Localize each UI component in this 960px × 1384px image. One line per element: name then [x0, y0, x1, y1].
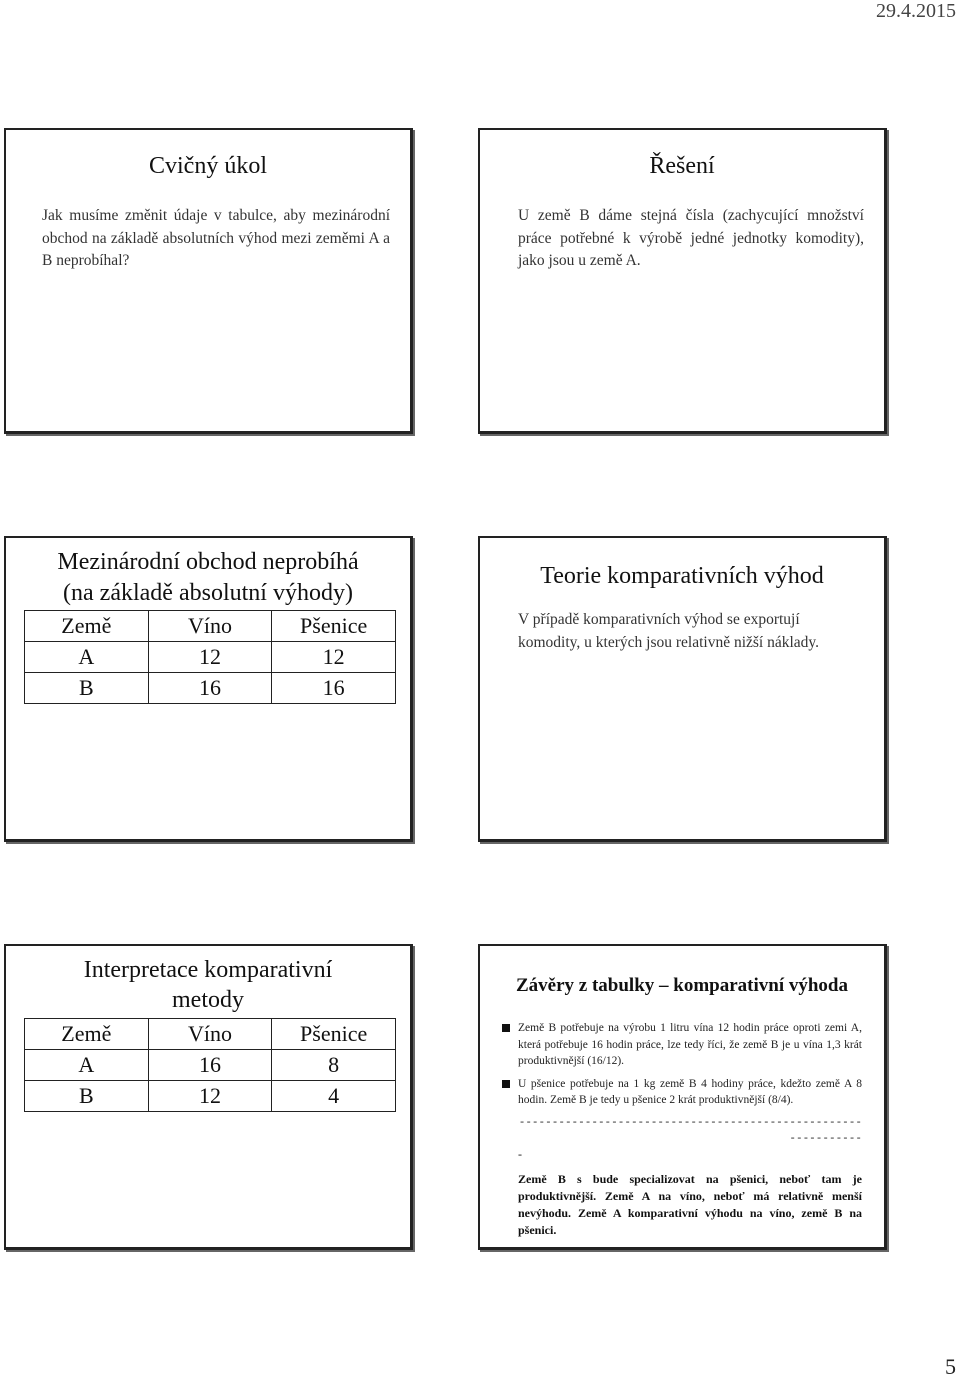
table-cell: 16 — [148, 673, 272, 704]
date-header: 29.4.2015 — [876, 0, 956, 22]
data-table — [24, 610, 396, 704]
slide-title: Řešení — [649, 153, 715, 179]
table-cell: B — [25, 673, 149, 704]
list-item-text: Země B potřebuje na výrobu 1 litru vína 12 hodin práce oproti zemi A, která potřebuje 16 hodin práce, lze tedy říci, že země B je u vína 1,3 krát produktivnější (16/12). — [518, 1022, 862, 1067]
slide-cvicny-ukol — [4, 128, 413, 434]
dashed-separator: --------------------------------------------------------------- — [518, 1116, 862, 1145]
slide-body: Jak musíme změnit údaje v tabulce, aby mezinárodní obchod na základě absolutních výhod mezi zeměmi A a B neprobíhal? — [42, 207, 390, 269]
slide-title-line-1: Interpretace komparativní — [83, 957, 333, 983]
table-row — [25, 642, 396, 673]
table-header-cell: Víno — [148, 1019, 272, 1050]
slide-title: Závěry z tabulky – komparativní výhoda — [515, 975, 848, 996]
table-header-cell: Pšenice — [272, 611, 396, 642]
data-table — [24, 1018, 396, 1112]
table-cell: 12 — [148, 642, 272, 673]
table-header-cell: Pšenice — [272, 1019, 396, 1050]
table-row — [25, 1050, 396, 1081]
slide-title — [6, 955, 410, 1015]
table-cell: A — [25, 642, 149, 673]
table-cell: 16 — [148, 1050, 272, 1081]
slide-body: U země B dáme stejná čísla (zachycující množství práce potřebné k výrobě jedné jednotky komodity), jako jsou u země A. — [518, 207, 864, 269]
slide-title: Cvičný úkol — [149, 153, 267, 179]
table-header-cell: Víno — [148, 611, 272, 642]
table-cell: B — [25, 1081, 149, 1112]
table-header-cell: Země — [25, 611, 149, 642]
table-header-row — [25, 611, 396, 642]
dashed-separator-tail: - — [518, 1146, 522, 1161]
list-item — [498, 1020, 862, 1070]
slide-reseni — [478, 128, 887, 434]
list-item-text: U pšenice potřebuje na 1 kg země B 4 hodiny práce, kdežto země A 8 hodin. Země B je tedy u pšenice 2 krát produktivnější (8/4). — [518, 1077, 862, 1106]
list-item — [498, 1076, 862, 1109]
slide-title — [6, 547, 410, 609]
table-header-cell: Země — [25, 1019, 149, 1050]
slide-title-line-2: (na základě absolutní výhody) — [63, 580, 353, 606]
square-bullet-icon — [502, 1024, 510, 1032]
table-row — [25, 1081, 396, 1112]
table-cell: 16 — [272, 673, 396, 704]
page-number: 5 — [945, 1354, 956, 1379]
table-cell: A — [25, 1050, 149, 1081]
slide-teorie-komparativnich-vyhod — [478, 536, 887, 842]
table-cell: 12 — [148, 1081, 272, 1112]
bullet-list — [498, 1020, 862, 1109]
slide-interpretace — [4, 944, 413, 1250]
slide-title-line-2: metody — [172, 987, 244, 1013]
slide-zavery — [478, 944, 887, 1250]
conclusion-text: Země B s bude specializovat na pšenici, neboť tam je produktivnější. Země A na víno, neboť má relativně menší nevýhodu. Země A komparativní výhodu na víno, země B na pšenici. — [518, 1171, 862, 1237]
table-cell: 4 — [272, 1081, 396, 1112]
table-cell: 8 — [272, 1050, 396, 1081]
table-header-row — [25, 1019, 396, 1050]
slide-title: Teorie komparativních výhod — [540, 563, 824, 589]
table-cell: 12 — [272, 642, 396, 673]
slide-title-line-1: Mezinárodní obchod neprobíhá — [57, 549, 359, 575]
slide-absolutni-vyhoda — [4, 536, 413, 842]
table-row — [25, 673, 396, 704]
slide-body: V případě komparativních výhod se exportují komodity, u kterých jsou relativně nižší náklady. — [518, 611, 820, 651]
square-bullet-icon — [502, 1080, 510, 1088]
